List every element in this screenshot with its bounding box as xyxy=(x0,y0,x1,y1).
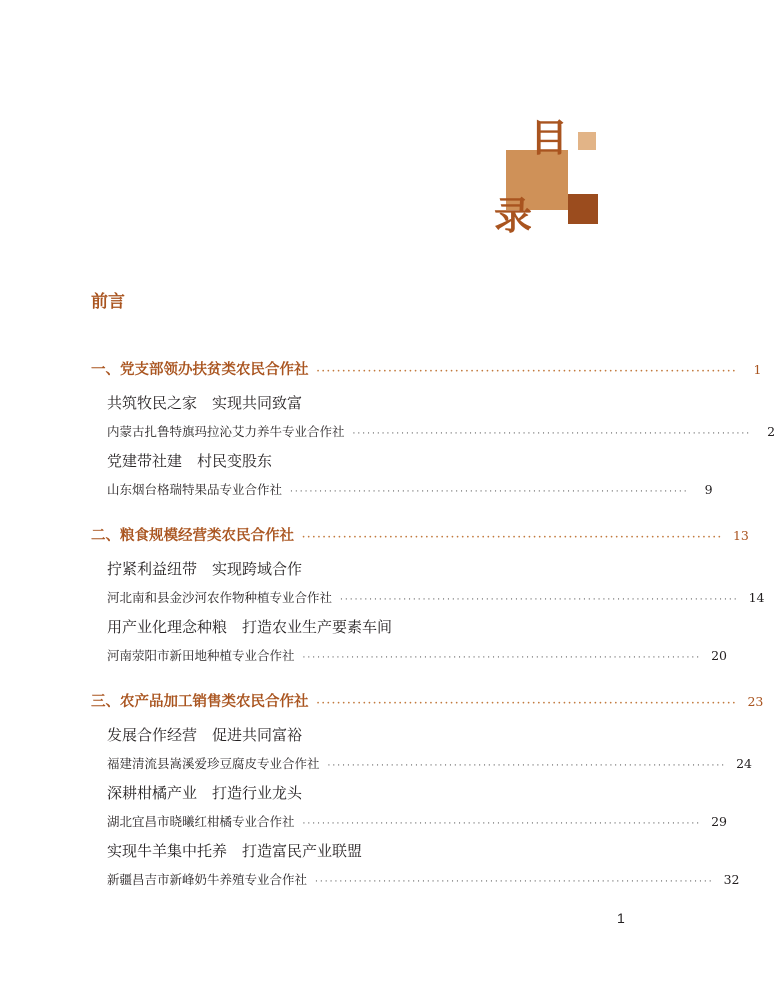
toc-title-char-1: 目 xyxy=(530,115,569,160)
toc-headline: 共筑牧民之家 实现共同致富 xyxy=(107,394,303,412)
section-page: 13 xyxy=(732,528,749,543)
toc-entry[interactable] xyxy=(91,476,713,504)
decor-square-dark xyxy=(568,194,598,224)
toc-headline: 实现牛羊集中托养 打造富民产业联盟 xyxy=(107,842,363,860)
dot-leader: ·················································································· xyxy=(340,595,739,605)
section-title: 一、党支部领办扶贫类农民合作社 xyxy=(91,361,309,378)
toc-entry[interactable] xyxy=(91,866,740,894)
entry-page: 2 xyxy=(767,424,775,439)
toc-headline: 拧紧利益纽带 实现跨域合作 xyxy=(107,560,303,578)
dot-leader: ·················································································· xyxy=(315,877,714,887)
table-of-contents xyxy=(91,352,775,894)
dot-leader: ·················································································· xyxy=(352,429,752,439)
preface-link[interactable]: 前言 xyxy=(91,292,125,312)
toc-headline: 党建带社建 村民变股东 xyxy=(107,452,273,470)
toc-section-1[interactable] xyxy=(91,352,762,388)
section-title: 二、粮食规模经营类农民合作社 xyxy=(91,527,294,544)
entry-org: 新疆昌吉市新峰奶牛养殖专业合作社 xyxy=(107,872,308,887)
dot-leader: ·················································································· xyxy=(302,819,702,829)
dot-leader: ·················································································· xyxy=(327,761,727,771)
entry-page: 9 xyxy=(704,482,713,497)
entry-org: 福建清流县嵩溪爱珍豆腐皮专业合作社 xyxy=(107,756,320,771)
toc-entry[interactable] xyxy=(91,584,765,612)
toc-headline: 发展合作经营 促进共同富裕 xyxy=(107,726,303,744)
entry-org: 河南荥阳市新田地种植专业合作社 xyxy=(107,648,295,663)
section-page: 23 xyxy=(747,694,764,709)
toc-headline: 用产业化理念种粮 打造农业生产要素车间 xyxy=(107,618,393,636)
decor-square-light xyxy=(578,132,596,150)
dot-leader: ·················································································· xyxy=(302,653,702,663)
entry-page: 32 xyxy=(723,872,740,887)
toc-headline: 深耕柑橘产业 打造行业龙头 xyxy=(107,784,303,802)
entry-page: 14 xyxy=(748,590,765,605)
toc-section-3[interactable] xyxy=(91,684,764,720)
toc-title-char-2: 录 xyxy=(494,193,533,238)
dot-leader: ·················································································· xyxy=(302,533,723,543)
toc-entry[interactable] xyxy=(91,808,728,836)
toc-entry[interactable] xyxy=(91,418,775,446)
dot-leader: ·················································································· xyxy=(290,487,689,497)
section-title: 三、农产品加工销售类农民合作社 xyxy=(91,693,309,710)
entry-page: 20 xyxy=(711,648,728,663)
dot-leader: ·················································································· xyxy=(316,699,738,709)
toc-entry[interactable] xyxy=(91,750,753,778)
toc-entry[interactable] xyxy=(91,642,728,670)
entry-org: 山东烟台格瑞特果品专业合作社 xyxy=(107,482,283,497)
entry-org: 内蒙古扎鲁特旗玛拉沁艾力养牛专业合作社 xyxy=(107,424,345,439)
entry-page: 29 xyxy=(711,814,728,829)
dot-leader: ·················································································· xyxy=(316,367,738,377)
page-number: 1 xyxy=(617,910,625,926)
entry-org: 湖北宜昌市晓曦红柑橘专业合作社 xyxy=(107,814,295,829)
toc-section-2[interactable] xyxy=(91,518,749,554)
entry-page: 24 xyxy=(736,756,753,771)
entry-org: 河北南和县金沙河农作物种植专业合作社 xyxy=(107,590,333,605)
section-page: 1 xyxy=(753,362,762,377)
